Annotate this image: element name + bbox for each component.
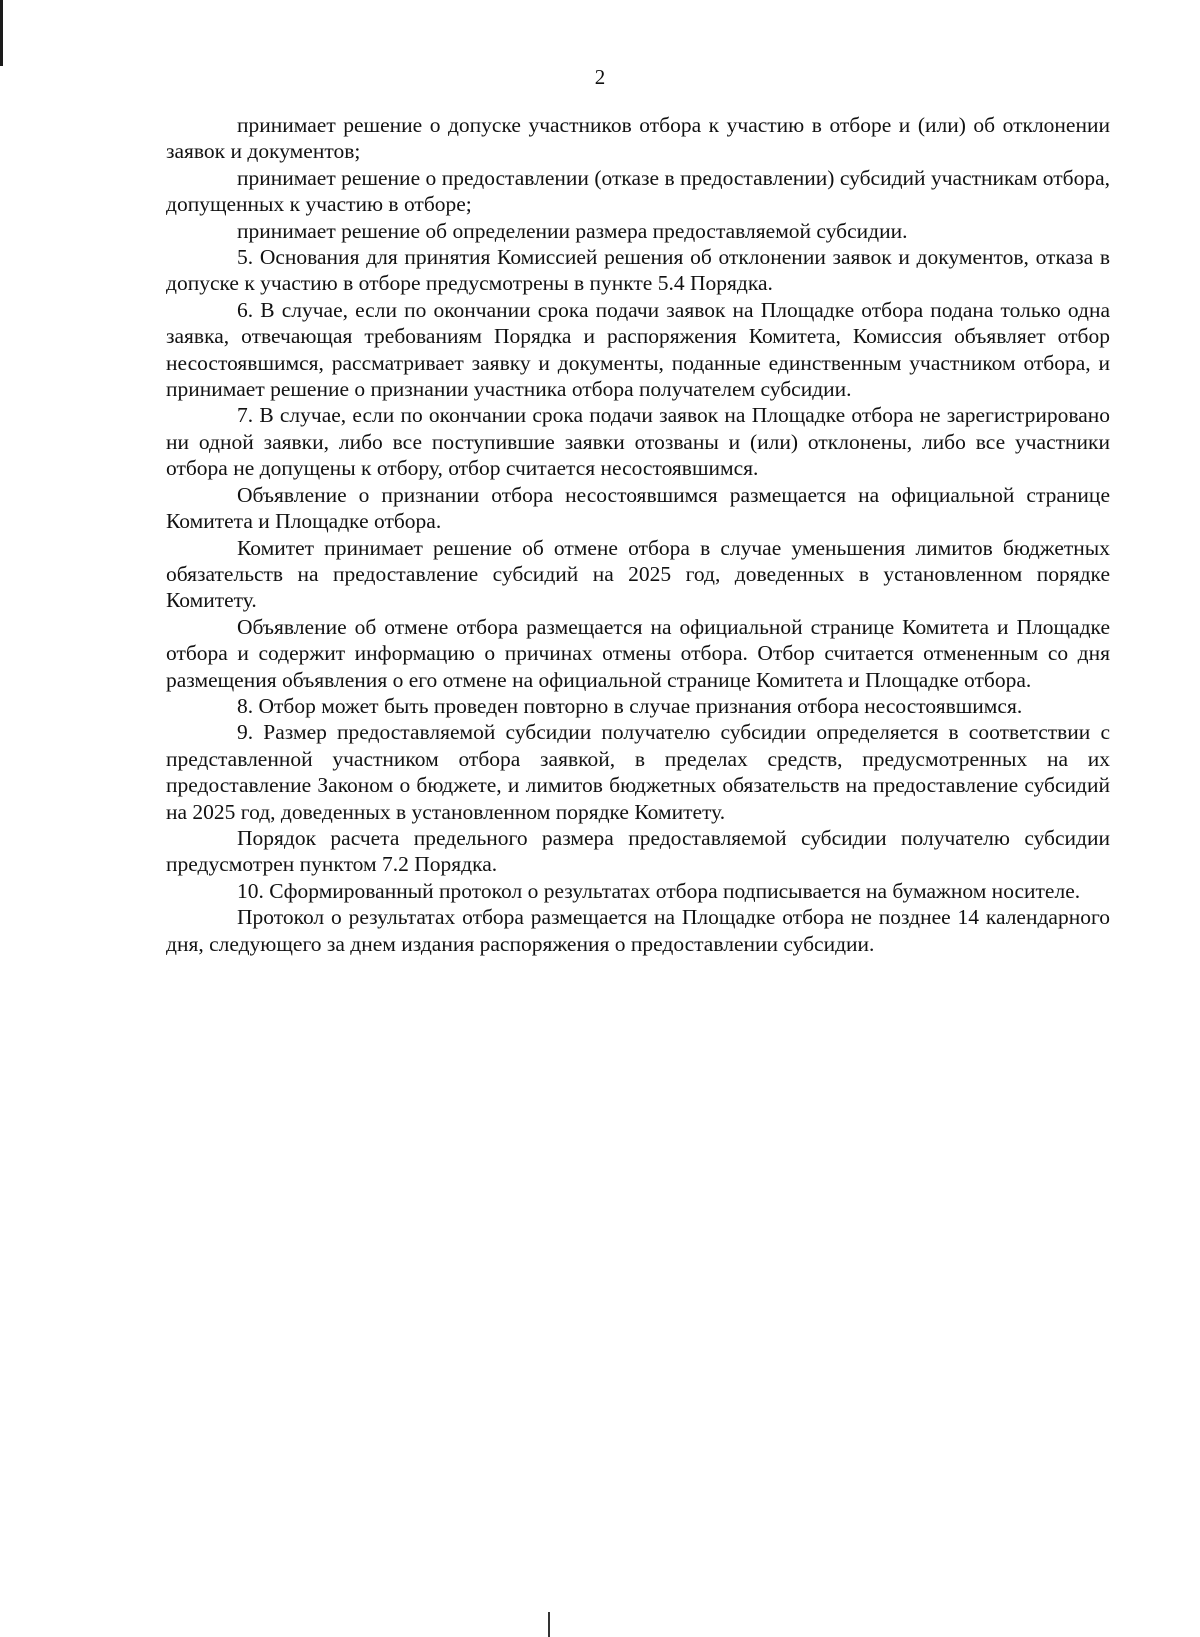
- paragraph: Объявление об отмене отбора размещается на официальной странице Комитета и Площадке отбора и содержит информацию о причинах отмены отбора. Отбор считается отмененным со дня размещения объявления о его отмене на официальной странице Комитета и Площадке отбора.: [166, 614, 1110, 692]
- paragraph: 10. Сформированный протокол о результатах отбора подписывается на бумажном носителе.: [237, 878, 1081, 903]
- paragraph: принимает решение о допуске участников отбора к участию в отборе и (или) об отклонении заявок и документов;: [166, 113, 1110, 164]
- paragraph: принимает решение о предоставлении (отказе в предоставлении) субсидий участникам отбора, допущенных к участию в отборе;: [166, 165, 1110, 217]
- paragraph: 5. Основания для принятия Комиссией решения об отклонении заявок и документов, отказа в допуске к участию в отборе предусмотрены в пункте 5.4 Порядка.: [166, 245, 1110, 296]
- paragraph: Порядок расчета предельного размера предоставляемой субсидии получателю субсидии предусмотрен пунктом 7.2 Порядка.: [166, 825, 1110, 877]
- paragraph: 9. Размер предоставляемой субсидии получателю субсидии определяется в соответствии с представленной участником отбора заявкой, в пределах средств, предусмотренных на их предоставление Законом о бюджете, и лимитов бюджетных обязательств на предоставление субсидий на 2025 год, доведенных в установленном порядке Комитету.: [166, 720, 1110, 824]
- paragraph: принимает решение об определении размера предоставляемой субсидии.: [237, 218, 908, 243]
- paragraph: Протокол о результатах отбора размещается на Площадке отбора не позднее 14 календарного дня, следующего за днем издания распоряжения о предоставлении субсидии.: [166, 905, 1110, 956]
- paragraph: Комитет принимает решение об отмене отбора в случае уменьшения лимитов бюджетных обязательств на предоставление субсидий на 2025 год, доведенных в установленном порядке Комитету.: [166, 535, 1110, 613]
- scan-bottom-mark: [548, 1612, 550, 1637]
- paragraph: 6. В случае, если по окончании срока подачи заявок на Площадке отбора подана только одна заявка, отвечающая требованиям Порядка и распоряжения Комитета, Комиссия объявляет отбор несостоявшимся, рассматривает заявку и документы, поданные единственным участником отбора, и принимает решение о признании участника отбора получателем субсидии.: [166, 297, 1110, 402]
- paragraph: Объявление о признании отбора несостоявшимся размещается на официальной странице Комитета и Площадке отбора.: [166, 482, 1110, 534]
- document-body: [166, 112, 1110, 957]
- scan-edge-mark: [0, 0, 3, 66]
- paragraph: 8. Отбор может быть проведен повторно в случае признания отбора несостоявшимся.: [237, 693, 1023, 718]
- paragraph: 7. В случае, если по окончании срока подачи заявок на Площадке отбора не зарегистрировано ни одной заявки, либо все поступившие заявки отозваны и (или) отклонены, либо все участники отбора не допущены к отбору, отбор считается несостоявшимся.: [166, 403, 1110, 481]
- page-number: 2: [594, 65, 606, 89]
